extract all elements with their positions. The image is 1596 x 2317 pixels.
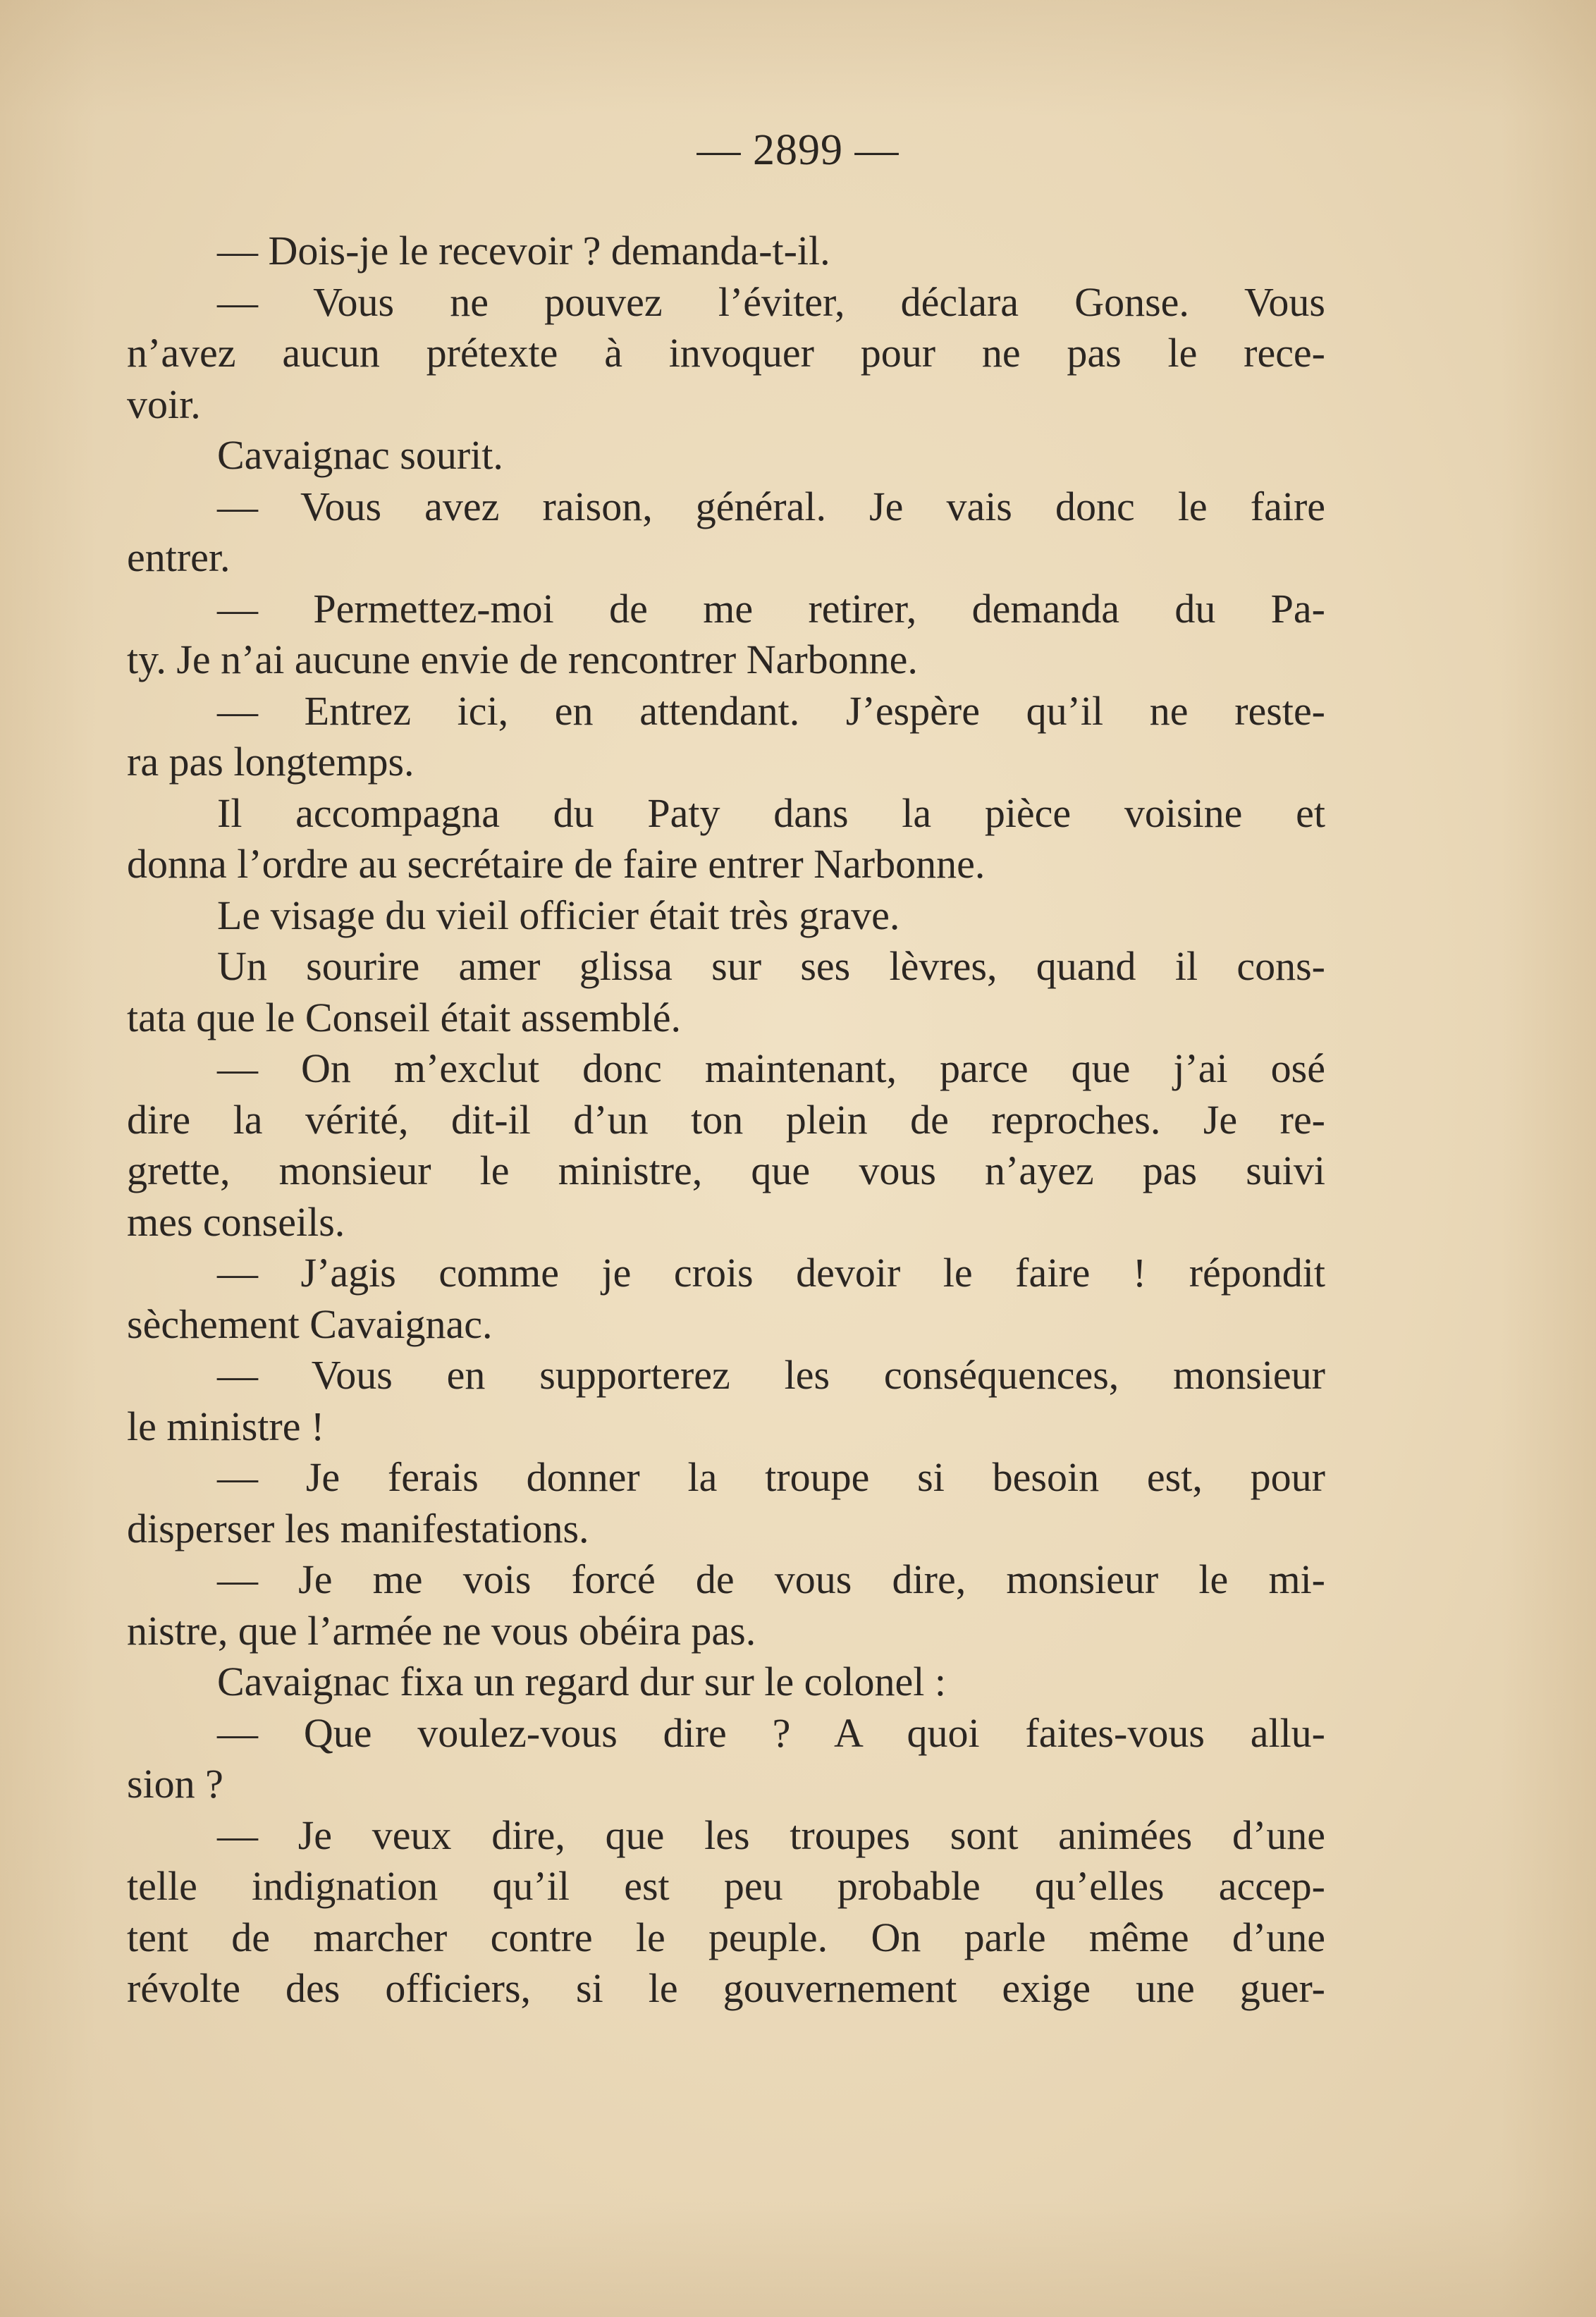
text-line: — Je ferais donner la troupe si besoin est, pour bbox=[217, 1454, 1325, 1500]
text-line: — J’agis comme je crois devoir le faire ! répondit bbox=[217, 1250, 1325, 1296]
text-line: disperser les manifestations. bbox=[127, 1505, 589, 1551]
text-line: — Vous ne pouvez l’éviter, déclara Gonse. Vous bbox=[217, 278, 1325, 325]
page-number: — 2899 — bbox=[696, 126, 900, 174]
text-line: — Vous en supporterez les conséquences, monsieur bbox=[217, 1352, 1325, 1398]
text-line: — Vous avez raison, général. Je vais donc le faire bbox=[217, 483, 1325, 529]
text-line: tent de marcher contre le peuple. On parle même d’une bbox=[127, 1914, 1325, 1960]
text-line: — Je veux dire, que les troupes sont animées d’une bbox=[217, 1812, 1325, 1858]
text-line: Un sourire amer glissa sur ses lèvres, quand il cons- bbox=[217, 943, 1325, 989]
text-line: donna l’ordre au secrétaire de faire entrer Narbonne. bbox=[127, 841, 986, 887]
text-line: Le visage du vieil officier était très grave. bbox=[217, 892, 900, 938]
text-line: — Dois-je le recevoir ? demanda-t-il. bbox=[217, 228, 830, 274]
text-line: grette, monsieur le ministre, que vous n’ayez pas suivi bbox=[127, 1148, 1325, 1193]
text-line: dire la vérité, dit-il d’un ton plein de reproches. Je re- bbox=[127, 1096, 1325, 1143]
text-line: le ministre ! bbox=[127, 1403, 325, 1449]
text-line: tata que le Conseil était assemblé. bbox=[127, 994, 681, 1040]
text-line: entrer. bbox=[127, 534, 231, 580]
body-text bbox=[127, 226, 1325, 2015]
text-line: — Permettez-moi de me retirer, demanda du Pa- bbox=[217, 585, 1325, 632]
text-line: Cavaignac sourit. bbox=[217, 432, 503, 478]
text-line: ty. Je n’ai aucune envie de rencontrer Narbonne. bbox=[127, 637, 918, 682]
text-line: sion ? bbox=[127, 1761, 223, 1807]
text-line: Cavaignac fixa un regard dur sur le colonel : bbox=[217, 1659, 946, 1704]
text-line: révolte des officiers, si le gouvernement exige une guer- bbox=[127, 1965, 1325, 2011]
text-line: — On m’exclut donc maintenant, parce que j’ai osé bbox=[217, 1045, 1325, 1091]
text-line: ra pas longtemps. bbox=[127, 739, 415, 785]
text-line: Il accompagna du Paty dans la pièce voisine et bbox=[217, 789, 1325, 836]
text-line: — Je me vois forcé de vous dire, monsieur le mi- bbox=[217, 1556, 1325, 1602]
text-line: sèchement Cavaignac. bbox=[127, 1301, 493, 1347]
text-line: telle indignation qu’il est peu probable qu’elles accep- bbox=[127, 1863, 1325, 1909]
text-line: nistre, que l’armée ne vous obéira pas. bbox=[127, 1607, 756, 1654]
text-line: mes conseils. bbox=[127, 1198, 345, 1245]
text-line: — Entrez ici, en attendant. J’espère qu’il ne reste- bbox=[217, 687, 1325, 734]
text-line: voir. bbox=[127, 381, 201, 427]
text-line: n’avez aucun prétexte à invoquer pour ne pas le rece- bbox=[127, 330, 1325, 376]
text-line: — Que voulez-vous dire ? A quoi faites-vous allu- bbox=[217, 1709, 1325, 1756]
